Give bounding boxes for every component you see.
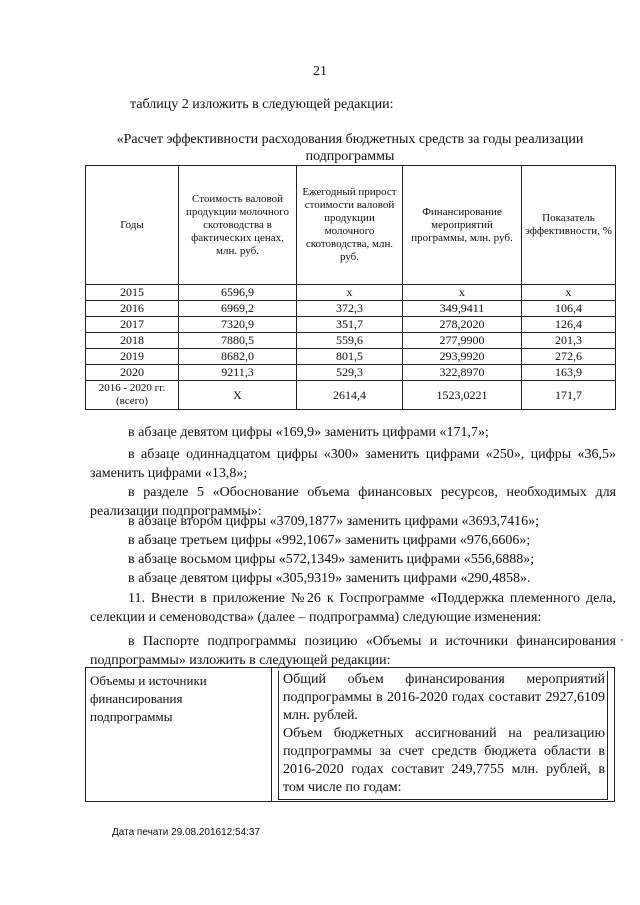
paragraph: в разделе 5 «Обоснование объема финансовых ресурсов, необходимых для реализации подпрограммы»: [90, 485, 616, 519]
column-header: Стоимость валовой продукции молочного скотоводства в фактических ценах, млн. руб. [179, 166, 297, 285]
table-cell: 559,6 [297, 333, 403, 349]
table-cell: 801,5 [297, 349, 403, 365]
column-header: Финансирование мероприятий программы, млн. руб. [403, 166, 522, 285]
passport-text: Объем бюджетных ассигнований на реализацию подпрограммы за счет средств бюджета области в 2016-2020 годах составит 249,7755 млн. рублей, в том числе по годам: [283, 726, 605, 795]
paragraph: в абзаце восьмом цифры «572,1349» заменить цифрами «556,6888»; [128, 552, 535, 567]
paragraph: в абзаце девятом цифры «305,9319» заменить цифрами «290,4858». [128, 571, 531, 586]
table-cell: 272,6 [522, 349, 616, 365]
passport-text-box [278, 671, 608, 800]
table-cell: 2019 [86, 349, 179, 365]
table-total-row [86, 381, 616, 410]
table-cell: 6969,2 [179, 301, 297, 317]
paragraph: в Паспорте подпрограммы позицию «Объемы и источники финансирования подпрограммы» изложить в следующей редакции: [90, 634, 616, 668]
table-cell: x [403, 285, 522, 301]
table-cell: 293,9920 [403, 349, 522, 365]
column-header: Ежегодный прирост стоимости валовой продукции молочного скотоводства, млн. руб. [297, 166, 403, 285]
table-cell: 8682,0 [179, 349, 297, 365]
paragraph: в абзаце одиннадцатом цифры «300» заменить цифрами «250», цифры «36,5» заменить цифрами «13,8»; [90, 447, 616, 481]
column-header: Годы [86, 166, 179, 285]
table-cell: 349,9411 [403, 301, 522, 317]
table-row [86, 333, 616, 349]
table-cell: 6596,9 [179, 285, 297, 301]
table-cell: x [297, 285, 403, 301]
table-cell: 9211,3 [179, 365, 297, 381]
table-cell: 171,7 [522, 381, 616, 410]
table-cell: 126,4 [522, 317, 616, 333]
table-cell: 277,9900 [403, 333, 522, 349]
table-row [86, 301, 616, 317]
table-row [86, 317, 616, 333]
table-cell: 351,7 [297, 317, 403, 333]
table-cell: 2018 [86, 333, 179, 349]
table-cell: 2017 [86, 317, 179, 333]
table-cell: 2015 [86, 285, 179, 301]
passport-table [85, 667, 615, 802]
table-cell: 278,2020 [403, 317, 522, 333]
table-cell: 2020 [86, 365, 179, 381]
passport-text: Общий объем финансирования мероприятий подпрограммы в 2016-2020 годах составит 2927,6109 млн. рублей. [283, 672, 605, 723]
table-cell: 322,8970 [403, 365, 522, 381]
table-cell: Х [179, 381, 297, 410]
margin-mark: ' [621, 637, 623, 649]
paragraph: в абзаце третьем цифры «992,1067» заменить цифрами «976,6606»; [128, 533, 531, 548]
page-number: 21 [313, 64, 327, 79]
table-cell: 529,3 [297, 365, 403, 381]
table-cell: 201,3 [522, 333, 616, 349]
passport-content [272, 668, 614, 807]
table-cell: 2016 [86, 301, 179, 317]
paragraph: 11. Внести в приложение №26 к Госпрограмме «Поддержка племенного дела, селекции и семеноводства» (далее – подпрограмма) следующие изменения: [90, 591, 616, 625]
table-row [86, 349, 616, 365]
table-cell: 106,4 [522, 301, 616, 317]
table-cell: 7880,5 [179, 333, 297, 349]
print-date-footer: Дата печати 29.08.201612:54:37 [112, 827, 261, 838]
table-cell: 7320,9 [179, 317, 297, 333]
table-cell: 2614,4 [297, 381, 403, 410]
table-cell: 1523,0221 [403, 381, 522, 410]
table-cell: x [522, 285, 616, 301]
passport-label: Объемы и источники финансирования подпрограммы [86, 668, 272, 801]
table-header-row [86, 166, 616, 285]
paragraph: в абзаце девятом цифры «169,9» заменить цифрами «171,7»; [128, 425, 489, 440]
table-title: «Расчет эффективности расходования бюджетных средств за годы реализации подпрограммы [116, 132, 584, 164]
table-cell: 163,9 [522, 365, 616, 381]
paragraph: в абзаце втором цифры «3709,1877» заменить цифрами «3693,7416»; [128, 514, 539, 529]
efficiency-table [85, 165, 616, 410]
table-row [86, 285, 616, 301]
table-cell: 2016 - 2020 гг. (всего) [86, 381, 179, 410]
intro-text: таблицу 2 изложить в следующей редакции: [130, 97, 394, 112]
table-row [86, 365, 616, 381]
column-header: Показатель эффективности, % [522, 166, 616, 285]
table-cell: 372,3 [297, 301, 403, 317]
